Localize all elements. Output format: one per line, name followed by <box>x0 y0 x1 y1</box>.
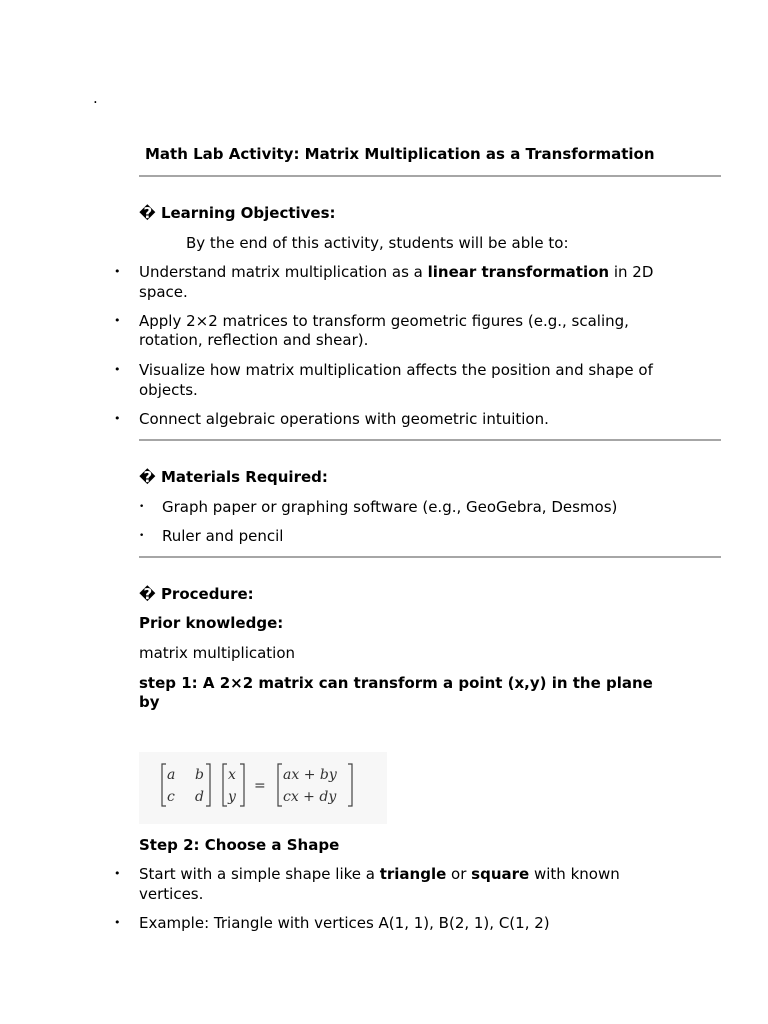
bullet-icon: • <box>114 916 121 929</box>
vector-entry-y: y <box>228 789 236 805</box>
right-bracket <box>240 764 244 806</box>
divider <box>139 439 721 441</box>
left-bracket <box>278 764 282 806</box>
list-item: Connect algebraic operations with geometric intuition. <box>139 410 549 428</box>
prior-knowledge-text: matrix multiplication <box>139 644 296 662</box>
procedure-icon: � <box>139 585 156 603</box>
bullet-icon: • <box>114 314 121 327</box>
bullet-icon: • <box>139 502 145 512</box>
left-bracket <box>223 764 227 806</box>
right-bracket <box>348 764 352 806</box>
prior-knowledge-label: Prior knowledge: <box>139 614 284 632</box>
list-item-continuation: rotation, reflection and shear). <box>139 331 369 349</box>
step1-text: step 1: A 2×2 matrix can transform a point (x,y) in the plane <box>139 674 653 692</box>
matrix-equation-graphic <box>139 752 387 824</box>
left-bracket <box>162 764 166 806</box>
right-bracket <box>206 764 210 806</box>
matrix-entry-b: b <box>195 767 204 783</box>
procedure-heading: Procedure: <box>160 585 254 603</box>
list-item: Ruler and pencil <box>162 527 284 545</box>
list-item-continuation: objects. <box>139 381 198 399</box>
vector-entry-x: x <box>228 767 236 783</box>
bullet-icon: • <box>139 531 145 541</box>
materials-heading: Materials Required: <box>160 468 328 486</box>
list-item-continuation: space. <box>139 283 188 301</box>
list-item: Apply 2×2 matrices to transform geometric figures (e.g., scaling, <box>139 312 629 330</box>
bullet-icon: • <box>114 412 121 425</box>
step2-heading: Step 2: Choose a Shape <box>139 836 340 854</box>
materials-icon: � <box>139 468 156 486</box>
bullet-icon: • <box>114 265 121 278</box>
divider <box>139 175 721 177</box>
matrix-entry-a: a <box>167 767 176 783</box>
list-item: Visualize how matrix multiplication affects the position and shape of <box>139 361 653 379</box>
list-item: Example: Triangle with vertices A(1, 1), B(2, 1), C(1, 2) <box>139 914 550 932</box>
divider <box>139 556 721 558</box>
materials-heading-row <box>139 467 328 487</box>
stray-dot: . <box>93 89 98 107</box>
result-entry-1: ax + by <box>283 767 337 783</box>
objectives-heading: Learning Objectives: <box>160 204 336 222</box>
matrix-entry-c: c <box>167 789 175 805</box>
matrix-entry-d: d <box>195 789 204 805</box>
list-item-continuation: vertices. <box>139 885 204 903</box>
equals-sign: = <box>254 778 266 794</box>
objectives-heading-row <box>139 203 336 223</box>
list-item: Start with a simple shape like a triangle or square with known <box>139 865 620 883</box>
result-entry-2: cx + dy <box>283 789 337 805</box>
step1-text-continuation: by <box>139 693 160 711</box>
matrix-equation <box>139 752 387 824</box>
bullet-icon: • <box>114 363 121 376</box>
objectives-intro: By the end of this activity, students will be able to: <box>186 234 569 252</box>
bullet-icon: • <box>114 867 121 880</box>
procedure-heading-row <box>139 584 254 604</box>
page-title: Math Lab Activity: Matrix Multiplication as a Transformation <box>145 145 655 163</box>
objectives-icon: � <box>139 204 156 222</box>
list-item: Understand matrix multiplication as a linear transformation in 2D <box>139 263 654 281</box>
list-item: Graph paper or graphing software (e.g., GeoGebra, Desmos) <box>162 498 618 516</box>
